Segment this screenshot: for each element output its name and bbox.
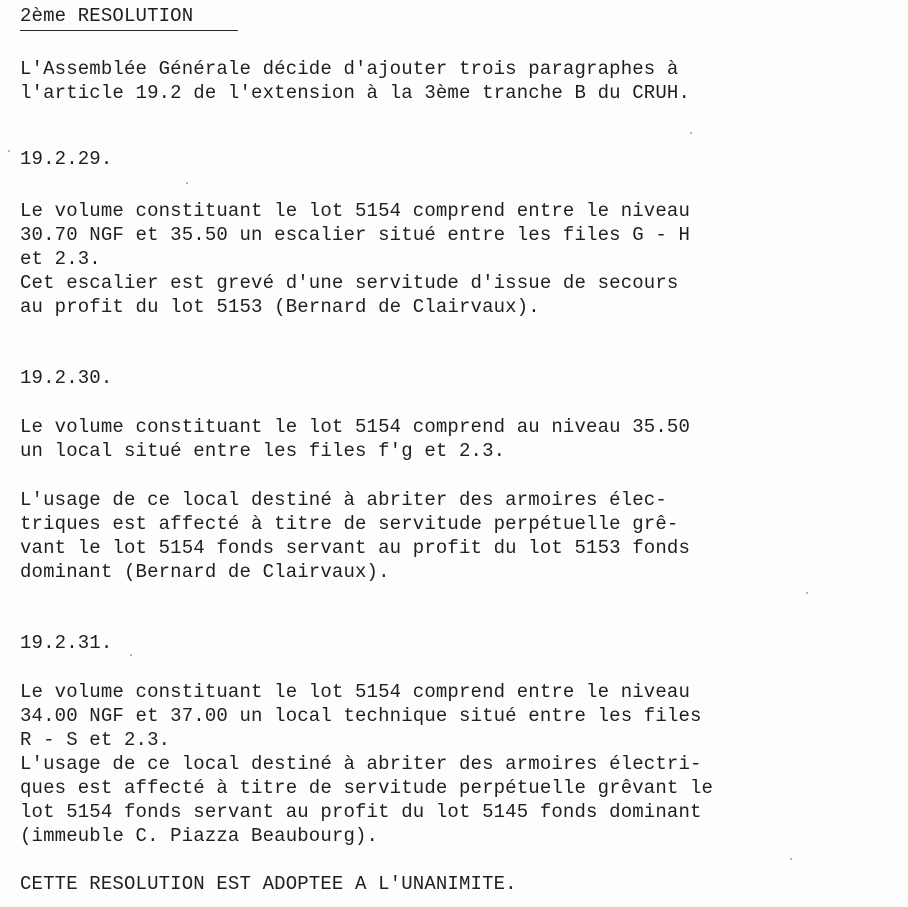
section-19-2-29-line-5: au profit du lot 5153 (Bernard de Clairvaux). <box>20 296 540 318</box>
resolution-conclusion: CETTE RESOLUTION EST ADOPTEE A L'UNANIMITE. <box>20 873 517 895</box>
section-19-2-31-line-4: L'usage de ce local destiné à abriter des armoires électri- <box>20 753 702 775</box>
section-19-2-31-line-2: 34.00 NGF et 37.00 un local technique situé entre les files <box>20 705 702 727</box>
section-number-19-2-31: 19.2.31. <box>20 632 113 654</box>
section-19-2-31-line-5: ques est affecté à titre de servitude perpétuelle grêvant le <box>20 777 714 799</box>
intro-line-1: L'Assemblée Générale décide d'ajouter trois paragraphes à <box>20 58 679 80</box>
section-19-2-31-line-6: lot 5154 fonds servant au profit du lot 5145 fonds dominant <box>20 801 702 823</box>
scan-speck <box>130 654 132 656</box>
section-19-2-29-line-4: Cet escalier est grevé d'une servitude d'issue de secours <box>20 272 679 294</box>
scan-speck <box>8 150 10 152</box>
section-19-2-29-line-3: et 2.3. <box>20 248 101 270</box>
scan-speck <box>690 132 692 134</box>
heading-underline <box>20 30 238 31</box>
section-19-2-30-line-5: vant le lot 5154 fonds servant au profit du lot 5153 fonds <box>20 537 691 559</box>
section-19-2-31-line-1: Le volume constituant le lot 5154 comprend entre le niveau <box>20 681 691 703</box>
section-19-2-30-line-1: Le volume constituant le lot 5154 comprend au niveau 35.50 <box>20 416 691 438</box>
section-19-2-30-line-6: dominant (Bernard de Clairvaux). <box>20 561 390 583</box>
resolution-heading: 2ème RESOLUTION <box>20 5 194 27</box>
section-19-2-30-line-3: L'usage de ce local destiné à abriter des armoires élec- <box>20 489 667 511</box>
section-19-2-31-line-3: R - S et 2.3. <box>20 729 171 751</box>
scan-speck <box>806 592 808 594</box>
scan-speck <box>186 182 188 184</box>
section-19-2-30-line-2: un local situé entre les files f'g et 2.3. <box>20 440 506 462</box>
section-19-2-30-line-4: triques est affecté à titre de servitude perpétuelle grê- <box>20 513 679 535</box>
scan-speck <box>790 858 792 860</box>
section-number-19-2-30: 19.2.30. <box>20 367 113 389</box>
section-number-19-2-29: 19.2.29. <box>20 148 113 170</box>
section-19-2-29-line-1: Le volume constituant le lot 5154 comprend entre le niveau <box>20 200 691 222</box>
section-19-2-31-line-7: (immeuble C. Piazza Beaubourg). <box>20 825 379 847</box>
intro-line-2: l'article 19.2 de l'extension à la 3ème tranche B du CRUH. <box>20 82 691 104</box>
section-19-2-29-line-2: 30.70 NGF et 35.50 un escalier situé entre les files G - H <box>20 224 691 246</box>
